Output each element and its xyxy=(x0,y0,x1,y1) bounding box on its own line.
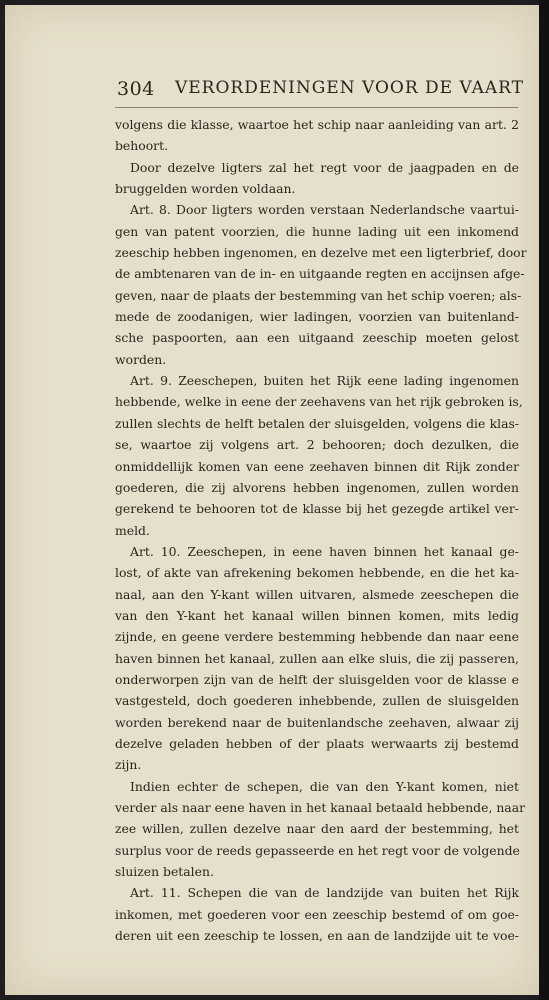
text-line: Door dezelve ligters zal het regt voor de jaagpaden en de xyxy=(130,159,519,175)
text-line: onderworpen zijn van de helft der sluisgelden voor de klasse e xyxy=(115,671,519,687)
text-line: haven binnen het kanaal, zullen aan elke sluis, die zij passeren, xyxy=(115,650,519,666)
text-line: zijnde, en geene verdere bestemming hebbende dan naar eene xyxy=(115,629,519,645)
text-line: geven, naar de plaats der bestemming van het schip voeren; als- xyxy=(115,287,522,303)
text-line: Art. 11. Schepen die van de landzijde van buiten het Rijk xyxy=(130,885,519,901)
text-line: worden. xyxy=(115,351,167,367)
text-line: gen van patent voorzien, die hunne lading uit een inkomend xyxy=(115,223,519,239)
text-line: zeeschip hebben ingenomen, en dezelve met een ligterbrief, door xyxy=(115,245,527,261)
text-line: naal, aan den Y-kant willen uitvaren, alsmede zeeschepen die xyxy=(115,586,519,602)
text-line: Art. 8. Door ligters worden verstaan Nederlandsche vaartui- xyxy=(130,202,519,218)
text-line: van den Y-kant het kanaal willen binnen komen, mits ledig xyxy=(115,607,519,623)
text-line: lost, of akte van afrekening bekomen hebbende, en die het ka- xyxy=(115,565,519,581)
text-line: mede de zoodanigen, wier ladingen, voorzien van buitenland- xyxy=(115,309,519,325)
text-line: surplus voor de reeds gepasseerde en het regt voor de volgende xyxy=(115,842,520,858)
header-rule xyxy=(115,107,518,108)
text-line: verder als naar eene haven in het kanaal betaald hebbende, naar xyxy=(115,800,526,815)
text-line: behoort. xyxy=(115,138,169,154)
text-line: se, waartoe zij volgens art. 2 behooren; doch dezulken, die xyxy=(115,437,519,453)
text-line: gerekend te behooren tot de klasse bij het gezegde artikel ver- xyxy=(115,501,519,517)
body-text xyxy=(115,114,527,946)
text-line: deren uit een zeeschip te lossen, en aan de landzijde uit te voe- xyxy=(115,928,519,944)
scan-border xyxy=(539,0,549,1000)
text-line: dezelve geladen hebben of der plaats werwaarts zij bestemd xyxy=(115,735,519,751)
text-line: hebbende, welke in eene der zeehavens van het rijk gebroken is, xyxy=(115,394,523,410)
text-line: sche paspoorten, aan een uitgaand zeeschip moeten gelost xyxy=(115,330,519,346)
text-line: sluizen betalen. xyxy=(115,864,214,880)
text-line: Art. 10. Zeeschepen, in eene haven binnen het kanaal ge- xyxy=(130,543,519,559)
text-line: zee willen, zullen dezelve naar den aard der bestemming, het xyxy=(115,821,519,837)
text-line: de ambtenaren van de in- en uitgaande regten en accijnsen afge- xyxy=(115,266,525,282)
running-title: VERORDENINGEN VOOR DE VAART xyxy=(175,78,525,98)
text-line: meld. xyxy=(115,522,150,538)
text-line: inkomen, met goederen voor een zeeschip bestemd of om goe- xyxy=(115,906,519,922)
text-line: zullen slechts de helft betalen der sluisgelden, volgens die klas- xyxy=(115,415,519,431)
text-line: zijn. xyxy=(115,757,142,773)
text-line: onmiddellijk komen van eene zeehaven binnen dit Rijk zonder xyxy=(115,458,519,474)
text-line: Art. 9. Zeeschepen, buiten het Rijk eene lading ingenomen xyxy=(130,373,519,389)
text-line: volgens die klasse, waartoe het schip naar aanleiding van art. 2 xyxy=(115,117,519,132)
text-line: bruggelden worden voldaan. xyxy=(115,181,296,197)
text-line: worden berekend naar de buitenlandsche zeehaven, alwaar zij xyxy=(115,714,519,730)
page-number: 304 xyxy=(117,78,155,100)
text-line: Indien echter de schepen, die van den Y-kant komen, niet xyxy=(130,778,519,794)
text-line: goederen, die zij alvorens hebben ingenomen, zullen worden xyxy=(115,479,519,495)
text-line: vastgesteld, doch goederen inhebbende, zullen de sluisgelden xyxy=(115,693,519,709)
